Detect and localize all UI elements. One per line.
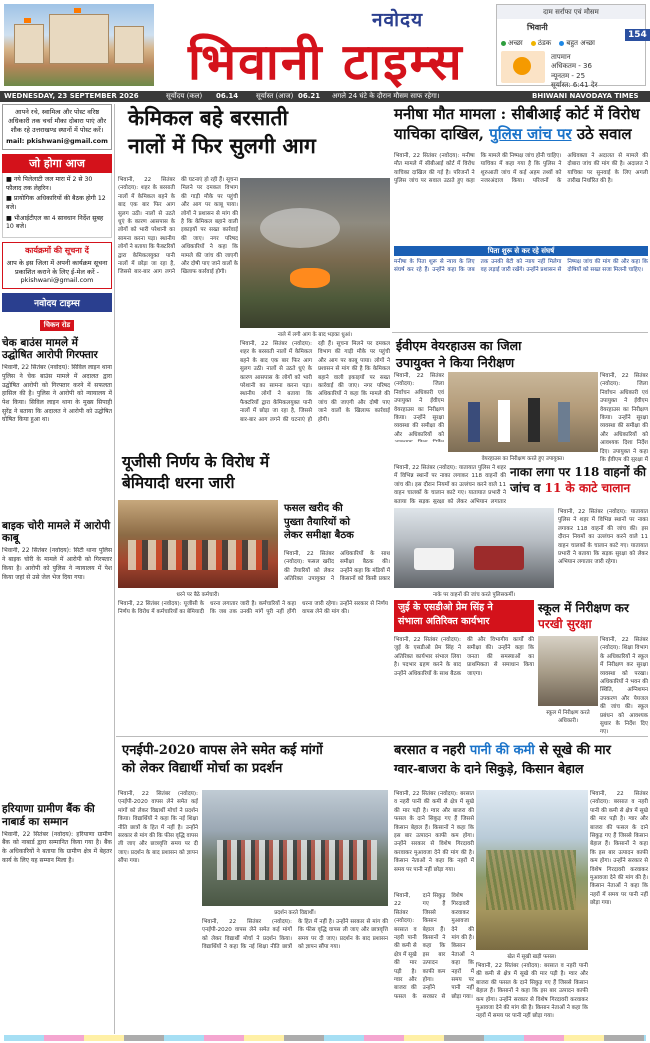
sdm-headline: जुई के एसडीओ प्रेम सिंह ने संभाला अतिरिक्त कार्यभार bbox=[398, 602, 493, 628]
school-caption: स्कूल में निरीक्षण करते अधिकारी। bbox=[546, 710, 590, 724]
ugc-headline: यूजीसी निर्णय के विरोध में बेमियादी धरना जारी bbox=[122, 452, 270, 492]
manisha-subbody: मनीषा के पिता शुरू से न्याय के लिए संघर्ष कर रहे हैं। उन्होंने कहा कि जब तक उनकी बेटी को न्याय नहीं मिलेगा वह लड़ाई जारी रखेंगे। उन्होंने प्रशासन से निष्पक्ष जांच की मांग की और कहा कि दोषियों को सख्त सजा मिलनी चाहिए। bbox=[394, 259, 648, 274]
news-body-2: भिवानी, 22 सितंबर (नवोदय): सिटी थाना पुलिस ने बाइक चोरी के मामले में आरोपी को गिरफ्तार किया है। आरोपी को पुलिस ने न्यायालय में पेश किया जहां से उसे जेल भेज दिया गया। bbox=[2, 547, 112, 581]
divider bbox=[392, 332, 648, 333]
title-small: नवोदय bbox=[372, 9, 424, 31]
nep-body-cont: भिवानी, 22 सितंबर (नवोदय): एनईपी-2020 वापस लेने समेत कई मांगों को लेकर विद्यार्थी मोर्चा ने प्रदर्शन किया। विद्यार्थियों ने कहा कि नई शिक्षा नीति छात्रों के हित में नहीं है। उन्होंने सरकार से मांग की कि फीस वृद्धि वापस ली जाए और छात्रवृत्ति समय पर दी जाए। प्रदर्शन के बाद प्रशासन को ज्ञापन सौंपा गया। bbox=[202, 919, 388, 951]
sunset-time: 06.21 bbox=[298, 92, 321, 100]
ugc-caption: धरने पर बैठे कर्मचारी। bbox=[176, 592, 220, 598]
barsat-body-side: भिवानी, 22 सितंबर (नवोदय): बरसात व नहरी पानी की कमी से क्षेत्र में सूखे की मार पड़ी है। ग्वार और बाजरा की फसल के दाने सिकुड़ गए हैं जिससे किसान बेहाल हैं। किसानों ने कहा कि इस बार उत्पादन काफी कम होगा। उन्होंने सरकार से विशेष गिरदावरी करवाकर मुआवजा देने की मांग की है। किसान नेताओं ने कहा कि नहरों में समय पर पानी नहीं छोड़ा गया। bbox=[590, 791, 648, 907]
good-dot-icon bbox=[501, 41, 506, 46]
color-strip bbox=[4, 1035, 646, 1041]
barsat-headline: बरसात व नहरी पानी की कमी से सूखे की मार ग्वार-बाजरा के दाने सिकुड़े, किसान बेहाल bbox=[394, 743, 611, 777]
sdm-headline-box bbox=[394, 600, 534, 632]
cool-dot-icon bbox=[531, 41, 536, 46]
nep-caption: प्रदर्शन करते विद्यार्थी। bbox=[274, 910, 316, 916]
evm-body: भिवानी, 22 सितंबर (नवोदय): जिला निर्वाचन अधिकारी एवं उपायुक्त ने ईवीएम वेयरहाउस का निरीक्षण किया। उन्होंने सुरक्षा व्यवस्था की समीक्षा की और अधिकारियों को bbox=[394, 373, 444, 438]
school-photo bbox=[538, 636, 598, 706]
brand-text: BHIWANI NAVODAYA TIMES bbox=[532, 92, 639, 100]
school-body: भिवानी, 22 सितंबर (नवोदय): शिक्षा विभाग के अधिकारियों ने स्कूल में निरीक्षण कर सुरक्षा व्यवस्था को परखा। अधिकारियों ने भवन की स्थिति, अग्निशमन उपकरण और पेयजल की जांच की। स्कूल प्रबंधन को आवश्यक सुधार के निर्देश दिए गए। bbox=[600, 637, 648, 736]
evm-caption: वेयरहाउस का निरीक्षण करते हुए उपायुक्त। bbox=[481, 456, 565, 462]
barsat-caption: खेत में सूखी खड़ी फसल। bbox=[507, 954, 557, 960]
title-main: भिवानी टाइम्स bbox=[188, 32, 464, 91]
naka-headline: नाका लगा पर 118 वाहनों की जांच व 11 के काटे चालान bbox=[510, 465, 646, 496]
sunset-label: सूर्यास्त (आज) bbox=[256, 92, 294, 100]
masthead bbox=[0, 0, 650, 90]
chemical-body: भिवानी, 22 सितंबर (नवोदय): शहर के बरसाती नालों में केमिकल बहने के बाद एक बार फिर आग सुलग उठी। नालों से उठते धुएं के कारण आसपास के लोगों को भारी परेशानी का सामना करना पड़ा। स्थानीय लोगों ने बताया कि फैक्टरियों द्वारा केमिकलयुक्त पानी नालों में छोड़ा जा रहा है, जिससे बार-बार आग लगने की घटनाएं हो रही हैं। सूचना मिलने पर दमकल विभाग की गाड़ी मौके पर पहुंची और आग पर काबू पाया। लोगों ने प्रशासन से मांग की है कि केमिकल बहाने वाली इकाइयों पर सख्त कार्रवाई की जाए। नगर परिषद अधिकारियों ने कहा कि मामले की जांच की जाएगी और दोषी पाए जाने वालों के खिलाफ कार्रवाई होगी। bbox=[118, 177, 238, 276]
barsat-body-cont: भिवानी, 22 सितंबर (नवोदय): बरसात व नहरी पानी की कमी से क्षेत्र में सूखे की मार पड़ी है। ग्वार और बाजरा की फसल के दाने सिकुड़ गए हैं जिससे किसान बेहाल हैं। किसानों ने कहा कि इस बार उत्पादन काफी कम होगा। उन्होंने सरकार से विशेष गिरदावरी करवाकर मुआवजा देने की मांग की है। किसान नेताओं ने कहा कि नहरों में समय पर पानी नहीं छोड़ा गया। bbox=[394, 893, 474, 1000]
panel-head: दाम सर्राफा एवं मौसम bbox=[497, 5, 645, 19]
ugc-body: भिवानी, 22 सितंबर (नवोदय): यूजीसी के निर्णय के विरोध में कर्मचारियों का बेमियादी धरना लगातार जारी है। कर्मचारियों ने कहा कि जब तक उनकी मांगें पूरी नहीं होंगी धरना जारी रहेगा। उन्होंने सरकार से निर्णय वापस लेने की मांग की। bbox=[118, 601, 388, 616]
chemical-body-cont: भिवानी, 22 सितंबर (नवोदय): शहर के बरसाती नालों में केमिकल बहने के बाद एक बार फिर आग सुलग उठी। नालों से उठते धुएं के कारण आसपास के लोगों को भारी परेशानी का सामना करना पड़ा। स्थानीय लोगों ने बताया कि फैक्टरियों द्वारा केमिकलयुक्त पानी नालों में छोड़ा जा रहा है, जिससे बार-बार आग लगने की घटनाएं हो रही हैं। सूचना मिलने पर दमकल विभाग की गाड़ी मौके पर पहुंची और आग पर काबू पाया। लोगों ने प्रशासन से मांग की है कि केमिकल बहाने वाली इकाइयों पर सख्त कार्रवाई की जाए। नगर परिषद अधिकारियों ने कहा कि मामले की जांच की जाएगी और दोषी पाए जाने वालों के खिलाफ कार्रवाई होगी। bbox=[240, 341, 390, 423]
evm-photo bbox=[448, 372, 598, 452]
sunrise-label: सूर्योदय (कल) bbox=[166, 92, 203, 100]
list-item: ■ नये पिलेलाटी जल मारा में 2 से 30 फौलाद तक लेहरिन। bbox=[6, 176, 93, 192]
info-heading: कार्यक्रमों की सूचना दें bbox=[25, 246, 89, 256]
weather-panel bbox=[496, 4, 647, 90]
panel-city: भिवानी bbox=[527, 23, 548, 32]
weather-tagline: अगले 24 घंटे के दौरान मौसम साफ रहेगा। bbox=[332, 92, 440, 100]
naka-body-side: भिवानी, 22 सितंबर (नवोदय): यातायात पुलिस ने शहर में विभिन्न स्थानों पर नाका लगाकर 118 वाहनों की जांच की। इस दौरान नियमों का उल्लंघन करने वाले 11 वाहन चालकों के चालान काटे गए। यातायात प्रभारी ने बताया कि सड़क सुरक्षा को लेकर अभियान लगातार जारी रहेगा। bbox=[558, 509, 648, 566]
promo-email[interactable]: mail: pkishwani@gmail.com bbox=[6, 137, 108, 146]
chemical-headline: केमिकल बहे बरसाती नालों में फिर सुलगी आग bbox=[128, 105, 316, 159]
panel-weather: तापमान अधिकतम - 36 न्यूनतम - 25 सूर्यास्त: 6:41 देर bbox=[551, 53, 598, 90]
nep-photo bbox=[202, 790, 388, 906]
barsat-body-under: भिवानी, 22 सितंबर (नवोदय): बरसात व नहरी पानी की कमी से क्षेत्र में सूखे की मार पड़ी है। ग्वार और बाजरा की फसल के दाने सिकुड़ गए हैं जिससे किसान बेहाल हैं। किसानों ने कहा कि इस बार उत्पादन काफी कम होगा। उन्होंने सरकार से विशेष गिरदावरी करवाकर मुआवजा देने की मांग की है। किसान नेताओं ने कहा कि नहरों में समय पर पानी नहीं छोड़ा गया। bbox=[476, 963, 588, 1020]
barsat-photo bbox=[476, 790, 588, 950]
nep-body: भिवानी, 22 सितंबर (नवोदय): एनईपी-2020 वापस लेने समेत कई मांगों को लेकर विद्यार्थी मोर्चा ने प्रदर्शन किया। विद्यार्थियों ने कहा कि नई शिक्षा नीति छात्रों के हित में नहीं है। उन्होंने सरकार से मांग की कि फीस वृद्धि वापस ली जाए और छात्रवृत्ति समय पर दी जाए। प्रदर्शन के बाद प्रशासन को ज्ञापन सौंपा गया। bbox=[118, 791, 198, 865]
panel-price: 154 bbox=[625, 29, 650, 41]
sun-icon bbox=[501, 51, 545, 83]
sunrise-time: 06.14 bbox=[216, 92, 239, 100]
school-headline: स्कूल में निरीक्षण कर परखी सुरक्षा bbox=[538, 601, 629, 632]
brand-box: नवोदय टाइम्स bbox=[2, 293, 112, 312]
fasal-headline: फसल खरीद की पुख्ता तैयारियों को लेकर समीक्षा बैठक bbox=[284, 503, 354, 541]
great-dot-icon bbox=[559, 41, 564, 46]
list-item: ■ प्रायोगिक अधिकारियों की बैठक होगी 12 बजे। bbox=[6, 195, 106, 212]
manisha-body: भिवानी, 22 सितंबर (नवोदय): मनीषा मौत मामले में सीबीआई कोर्ट में विरोध याचिका दाखिल की गई है। परिजनों ने पुलिस जांच पर सवाल उठाते हुए कहा कि मामले की निष्पक्ष जांच होनी चाहिए। याचिका में कहा गया है कि पुलिस ने शुरुआती जांच में कई अहम तथ्यों को नजरअंदाज किया। परिजनों के अधिवक्ता ने अदालत से मामले की दोबारा जांच की मांग की है। अदालत ने याचिका पर सुनवाई के लिए अगली तारीख निर्धारित की है। bbox=[394, 153, 648, 185]
sidebar-divider bbox=[114, 104, 115, 1034]
evm-headline: ईवीएम वेयरहाउस का जिला उपायुक्त ने किया निरीक्षण bbox=[396, 338, 522, 370]
promo-box: आपने रचे, स्वामित्व और पोस्ट वरिष्ठ अधिकारी तक चर्चा मौका दोबारा पाएं और शौक रहे उत्तराखण्ड स्थानों में पोस्ट करें। mail: pkishwani@gmail.com bbox=[2, 104, 112, 150]
info-text: आप के इस जिला में अपनी कार्यक्रम सूचना प्रकाशित कराने के लिए ई-मेल करें - pkishwani@gmail.com bbox=[6, 258, 108, 285]
temple-photo bbox=[4, 4, 154, 86]
list-item: ■ भीआईटीएल का 4 सावधान निर्देश सुबह 10 बजे। bbox=[6, 214, 104, 231]
date-text: WEDNESDAY, 23 SEPTEMBER 2026 bbox=[4, 92, 139, 100]
chemical-caption: नाले में लगी आग के बाद भड़का धुआं। bbox=[277, 332, 353, 338]
naka-photo bbox=[394, 508, 554, 588]
date-bar bbox=[0, 91, 650, 102]
divider bbox=[116, 736, 648, 737]
ugc-photo bbox=[118, 500, 278, 588]
news-headline-1: चेक बाउंस मामले में उद्घोषित आरोपी गिरफ्तार bbox=[2, 337, 98, 362]
city-tag: चिकन रोड bbox=[40, 320, 74, 331]
news-body-3: भिवानी, 22 सितंबर (नवोदय): हरियाणा ग्रामीण बैंक को नाबार्ड द्वारा सम्मानित किया गया है। बैंक के अधिकारियों ने बताया कि ग्रामीण क्षेत्र में बेहतर कार्य के लिए यह सम्मान मिला है। bbox=[2, 830, 112, 864]
info-box bbox=[2, 242, 112, 289]
manisha-subhead: पिता शुरू से कर रहे संघर्ष bbox=[394, 246, 648, 256]
barsat-body: भिवानी, 22 सितंबर (नवोदय): बरसात व नहरी पानी की कमी से क्षेत्र में सूखे की मार पड़ी है। ग्वार और बाजरा की फसल के दाने सिकुड़ गए हैं जिससे किसान बेहाल हैं। किसानों ने कहा कि इस बार उत्पादन काफी कम होगा। उन्होंने सरकार से विशेष गिरदावरी करवाकर मुआवजा देने की मांग की है। किसान नेताओं ने कहा कि नहरों में समय पर पानी नहीं छोड़ा गया। bbox=[394, 791, 474, 873]
panel-legend: अच्छा ठंडक बहुत अच्छा bbox=[501, 39, 595, 48]
fasal-body: भिवानी, 22 सितंबर (नवोदय): फसल खरीद की तैयारियों को लेकर अतिरिक्त उपायुक्त ने अधिकारियों के साथ समीक्षा बैठक की। उन्होंने कहा कि मंडियों में किसानों को किसी प्रकार bbox=[284, 551, 390, 583]
chemical-photo bbox=[240, 178, 390, 328]
news-headline-2: बाइक चोरी मामले में आरोपी काबू bbox=[2, 520, 111, 545]
newspaper-title bbox=[182, 4, 482, 91]
evm-body-side: भिवानी, 22 सितंबर (नवोदय): जिला निर्वाचन अधिकारी एवं उपायुक्त ने ईवीएम वेयरहाउस का निरीक्षण किया। उन्होंने सुरक्षा व्यवस्था की समीक्षा की और अधिकारियों को आवश्यक दिशा निर्देश दिए। उपायुक्त ने कहा कि ईवीएम की सुरक्षा में bbox=[600, 373, 648, 462]
today-heading: जो होगा आज bbox=[2, 154, 112, 173]
today-list bbox=[2, 173, 112, 238]
news-headline-3: हरियाणा ग्रामीण बैंक की नाबार्ड का सम्मान bbox=[2, 803, 95, 828]
naka-caption: नाके पर वाहनों की जांच करते पुलिसकर्मी। bbox=[432, 592, 516, 598]
naka-body: भिवानी, 22 सितंबर (नवोदय): यातायात पुलिस ने शहर में विभिन्न स्थानों पर नाका लगाकर 118 वाहनों की जांच की। इस दौरान नियमों का उल्लंघन करने वाले 11 वाहन चालकों के चालान काटे गए। यातायात प्रभारी ने बताया कि सड़क सुरक्षा को लेकर अभियान लगातार bbox=[394, 465, 506, 504]
news-body-1: भिवानी, 22 सितंबर (नवोदय): सिविल लाइन थाना पुलिस ने चेक बाउंस मामले में अदालत द्वारा उद्घोषित आरोपी को गिरफ्तार करने में सफलता हासिल की है। पुलिस ने आरोपी को न्यायालय में पेश किया। सिविल लाइन थाना के मुख्य सिपाही सुरेंद्र ने बताया कि अदालत ने आरोपी को उद्घोषित घोषित किया हुआ था। bbox=[2, 364, 112, 424]
manisha-headline: मनीषा मौत मामला : सीबीआई कोर्ट में विरोध याचिका दाखिल, पुलिस जांच पर उठे सवाल bbox=[394, 105, 640, 144]
left-sidebar bbox=[2, 104, 112, 1034]
sdm-body: भिवानी, 22 सितंबर (नवोदय): जुई के एसडीओ प्रेम सिंह ने अतिरिक्त कार्यभार संभाल लिया है। पदभार ग्रहण करने के बाद उन्होंने अधिकारियों के साथ बैठक की और विभागीय कार्यों की समीक्षा की। उन्होंने कहा कि जनता की समस्याओं का प्राथमिकता से समाधान किया जाएगा। bbox=[394, 637, 534, 677]
nep-headline: एनईपी-2020 वापस लेने समेत कई मांगों को लेकर विद्यार्थी मोर्चा का प्रदर्शन bbox=[122, 743, 323, 777]
